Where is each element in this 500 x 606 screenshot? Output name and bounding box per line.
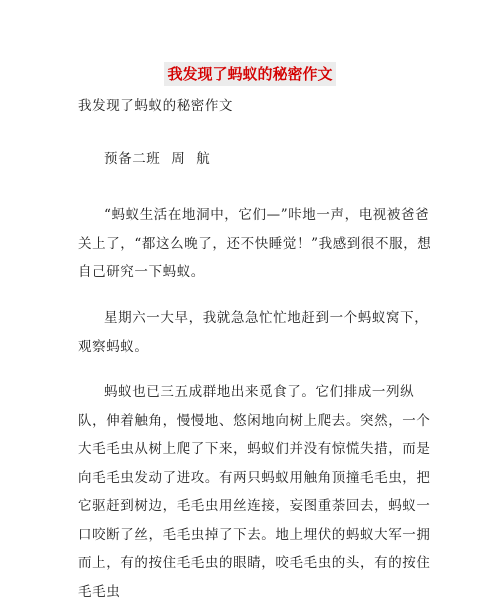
document-title: 我发现了蚂蚁的秘密作文: [164, 62, 335, 86]
paragraph-2: 星期六一大早，我就急急忙忙地赶到一个蚂蚁窝下，观察蚂蚁。: [78, 310, 429, 355]
paragraph-1: “蚂蚁生活在地洞中，它们—”咔地一声，电视被爸爸关上了，“都这么晚了，还不快睡觉！”我感到很不服，想自己研究一下蚂蚁。: [78, 207, 432, 280]
document-subtitle: 我发现了蚂蚁的秘密作文: [78, 98, 234, 114]
author-line: 预备二班 周 航: [104, 151, 211, 167]
title-container: [0, 62, 500, 86]
paragraph-3: 蚂蚁也已三五成群地出来觅食了。它们排成一列纵队，伸着触角，慢慢地、悠闲地向树上爬去。突然，一个大毛毛虫从树上爬了下来，蚂蚁们并没有惊慌失措，而是向毛毛虫发动了进攻。有两只蚂蚁用触角顶撞毛毛虫，把它驱赶到树边，毛毛虫用丝连接，妄图重荼回去，蚂蚁一口咬断了丝，毛毛虫掉了下去。地上埋伏的蚂蚁大军一拥而上，有的按住毛毛虫的眼睛，咬毛毛虫的头，有的按住毛毛虫: [78, 384, 431, 600]
